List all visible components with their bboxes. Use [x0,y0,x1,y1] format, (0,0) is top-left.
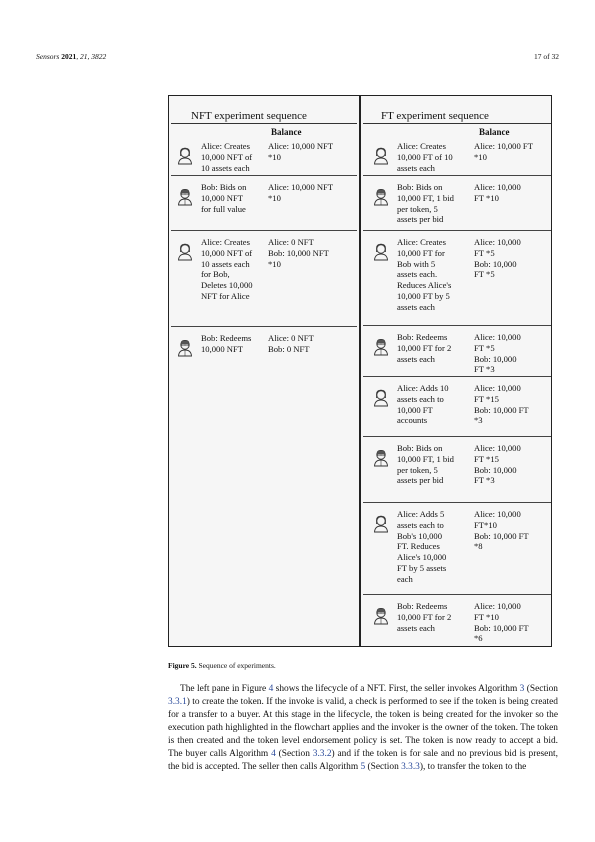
journal-year: 2021 [61,52,77,61]
alice-avatar-icon [373,243,389,261]
action-text: Bob: Bids on 10,000 FT, 1 bid per token, 5 assets per bid [397,182,454,225]
figure-ref-link[interactable]: 4 [268,684,274,694]
nft-balance-heading: Balance [271,127,302,137]
bob-avatar-icon [373,188,389,206]
caption-label: Figure 5. [168,661,197,670]
page-number: 17 of 32 [534,52,559,61]
section-ref-link[interactable]: 3.3.2 [312,749,332,759]
nft-title-underline [171,123,357,124]
pane-divider [359,96,361,646]
action-text: Bob: Bids on 10,000 FT, 1 bid per token, 5 assets per bid [397,443,454,486]
row-separator [363,376,551,377]
row-separator [363,502,551,503]
ft-pane-title: FT experiment sequence [381,110,489,122]
running-header-citation [36,52,106,61]
row-separator [363,436,551,437]
text-run: ) to create the token. If the invoke is valid, a check is performed to see if the token is being created for a transfer to a buyer. At this stage in the lifecycle, the token is being created for the invoker so the execution path highlighted in the flowchart applies and the invoker is the owner of the token. The token is then created and the token level endorsement policy is set. The token is now ready to accept a bid. The buyer calls Algorithm [168,697,558,759]
bob-avatar-icon [177,188,193,206]
balance-text: Alice: 10,000 FT *5 Bob: 10,000 FT *3 [474,332,521,375]
caption-text: Sequence of experiments. [196,661,276,670]
row-separator [171,326,357,327]
journal-volume: , 21, 3822 [76,52,107,61]
text-run: The left pane in Figure [180,684,269,694]
balance-text: Alice: 10,000 FT *15 Bob: 10,000 FT *3 [474,443,521,486]
balance-text: Alice: 10,000 NFT *10 [268,141,334,162]
alice-avatar-icon [373,147,389,165]
text-run: shows the lifecycle of a NFT. First, the seller invokes Algorithm [273,684,520,694]
text-run: (Section [365,762,402,772]
action-text: Bob: Bids on 10,000 NFT for full value [201,182,247,214]
text-run: ) and if the token is for sale and no previous bid is present, the bid is accepted. The seller then calls Algorithm [168,749,558,772]
action-text: Bob: Redeems 10,000 NFT [201,333,252,354]
row-separator [363,230,551,231]
algorithm-ref-link[interactable]: 4 [271,749,276,759]
action-text: Alice: Creates 10,000 NFT of 10 assets each [201,141,253,173]
alice-avatar-icon [177,147,193,165]
bob-avatar-icon [373,338,389,356]
balance-text: Alice: 10,000 FT *15 Bob: 10,000 FT *3 [474,383,529,426]
text-run: (Section [524,684,558,694]
balance-text: Alice: 10,000 FT *10 Bob: 10,000 FT *6 [474,601,529,644]
row-separator [363,594,551,595]
nft-pane-title: NFT experiment sequence [191,110,307,122]
bob-avatar-icon [373,449,389,467]
ft-balance-heading: Balance [479,127,510,137]
text-run: ), to transfer the token to the [419,762,527,772]
action-text: Alice: Adds 5 assets each to Bob's 10,000 FT. Reduces Alice's 10,000 FT by 5 assets each [397,509,447,584]
action-text: Bob: Redeems 10,000 FT for 2 assets each [397,601,452,633]
action-text: Bob: Redeems 10,000 FT for 2 assets each [397,332,452,364]
alice-avatar-icon [373,389,389,407]
paragraph [168,683,558,774]
balance-text: Alice: 0 NFT Bob: 10,000 NFT *10 [268,237,329,269]
row-separator [171,175,357,176]
row-separator [363,175,551,176]
section-ref-link[interactable]: 3.3.1 [168,697,187,707]
ft-title-underline [363,123,551,124]
figure-caption [168,661,276,670]
journal-name: Sensors [36,52,60,61]
row-separator [171,230,357,231]
algorithm-ref-link[interactable]: 5 [360,762,366,772]
balance-text: Alice: 10,000 FT *10 [474,182,521,203]
bob-avatar-icon [373,607,389,625]
figure-5-image [168,95,552,647]
balance-text: Alice: 10,000 NFT *10 [268,182,334,203]
balance-text: Alice: 10,000 FT *5 Bob: 10,000 FT *5 [474,237,521,280]
action-text: Alice: Creates 10,000 FT for Bob with 5 assets each. Reduces Alice's 10,000 FT by 5 assets each [397,237,452,312]
body-text [168,683,558,774]
alice-avatar-icon [177,243,193,261]
text-run: (Section [275,749,313,759]
action-text: Alice: Creates 10,000 FT of 10 assets each [397,141,453,173]
action-text: Alice: Adds 10 assets each to 10,000 FT accounts [397,383,449,426]
action-text: Alice: Creates 10,000 NFT of 10 assets each for Bob, Deletes 10,000 NFT for Alice [201,237,253,301]
section-ref-link[interactable]: 3.3.3 [401,762,420,772]
row-separator [363,325,551,326]
alice-avatar-icon [373,515,389,533]
balance-text: Alice: 0 NFT Bob: 0 NFT [268,333,314,354]
bob-avatar-icon [177,339,193,357]
balance-text: Alice: 10,000 FT*10 Bob: 10,000 FT *8 [474,509,529,552]
algorithm-ref-link[interactable]: 3 [519,684,525,694]
balance-text: Alice: 10,000 FT *10 [474,141,533,162]
